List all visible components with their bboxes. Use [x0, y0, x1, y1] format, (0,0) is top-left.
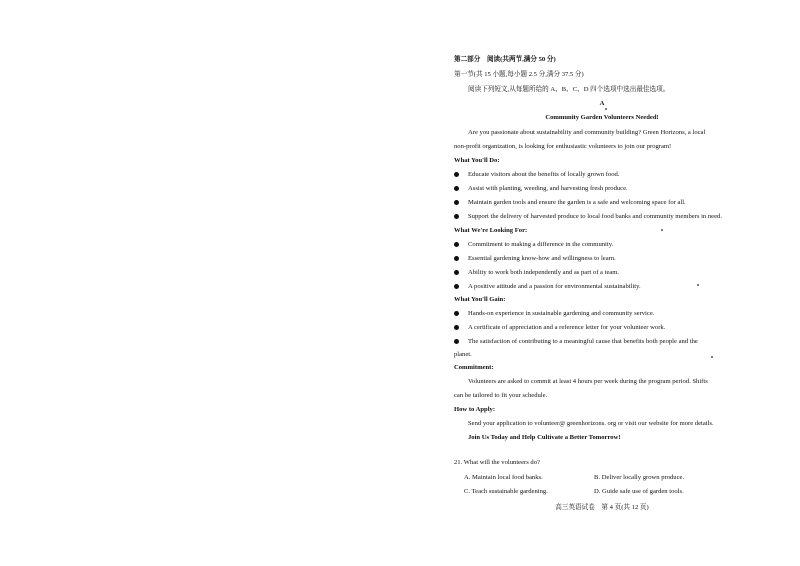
list-item: The satisfaction of contributing to a meaningful cause that benefits both people and the	[454, 339, 698, 346]
bullet-icon	[454, 200, 459, 205]
commitment-line-1: Volunteers are asked to commit at least 4 hours per week during the program period. Shifts	[468, 378, 708, 385]
option-d: D. Guide safe use of garden tools.	[594, 488, 684, 495]
do-heading: What You'll Do:	[454, 157, 500, 164]
bullet-icon	[454, 242, 459, 247]
instruction: 阅读下列短文,从每题所给的 A、B、C、D 四个选项中选出最佳选项。	[468, 86, 670, 93]
gain-item-continuation: planet.	[454, 351, 472, 358]
bullet-icon	[454, 172, 459, 177]
question-stem: 21. What will the volunteers do?	[454, 459, 540, 466]
list-item: Assist with planting, weeding, and harvesting fresh produce.	[454, 186, 628, 193]
bullet-icon	[454, 256, 459, 261]
bullet-icon	[454, 311, 459, 316]
list-item: A positive attitude and a passion for environmental sustainability.	[454, 284, 641, 291]
commitment-heading: Commitment:	[454, 364, 494, 371]
looking-heading: What We're Looking For:	[454, 227, 528, 234]
apply-heading: How to Apply:	[454, 406, 496, 413]
list-item: A certificate of appreciation and a reference letter for your volunteer work.	[454, 325, 665, 332]
scan-speck	[697, 284, 699, 286]
scan-speck	[605, 108, 607, 110]
option-c: C. Teach sustainable gardening.	[464, 488, 548, 495]
bullet-icon	[454, 325, 459, 330]
passage-letter: A	[599, 100, 605, 107]
closing-line: Join Us Today and Help Cultivate a Better Tomorrow!	[468, 434, 621, 441]
bullet-icon	[454, 270, 459, 275]
intro-line-2: non-profit organization, is looking for enthusiastic volunteers to join our program!	[454, 143, 672, 150]
scan-speck	[711, 356, 713, 358]
list-item: Ability to work both independently and as part of a team.	[454, 270, 619, 277]
sub-heading: 第一节(共 15 小题,每小题 2.5 分,满分 37.5 分)	[454, 71, 584, 78]
list-item: Hands-on experience in sustainable gardening and community service.	[454, 311, 654, 318]
commitment-line-2: can be tailored to fit your schedule.	[454, 392, 548, 399]
list-item: Maintain garden tools and ensure the garden is a safe and welcoming space for all.	[454, 200, 686, 207]
page-footer: 高三英语试卷 第 4 页(共 12 页)	[555, 504, 649, 511]
bullet-icon	[454, 186, 459, 191]
scan-speck	[661, 229, 663, 231]
bullet-icon	[454, 284, 459, 289]
list-item: Educate visitors about the benefits of locally grown food.	[454, 172, 619, 179]
option-a: A. Maintain local food banks.	[464, 474, 543, 481]
passage-title: Community Garden Volunteers Needed!	[545, 114, 659, 121]
intro-line-1: Are you passionate about sustainability and community building? Green Horizons, a local	[468, 129, 706, 136]
option-b: B. Deliver locally grown produce.	[594, 474, 685, 481]
apply-line: Send your application to volunteer@ greenhorizons. org or visit our website for more details.	[468, 420, 714, 427]
part-heading: 第二部分 阅读(共两节,满分 50 分)	[454, 56, 556, 63]
list-item: Essential gardening know-how and willingness to learn.	[454, 256, 616, 263]
list-item: Support the delivery of harvested produce to local food banks and community members in need.	[454, 214, 722, 221]
list-item: Commitment to making a difference in the community.	[454, 242, 613, 249]
bullet-icon	[454, 339, 459, 344]
gain-heading: What You'll Gain:	[454, 296, 506, 303]
bullet-icon	[454, 214, 459, 219]
